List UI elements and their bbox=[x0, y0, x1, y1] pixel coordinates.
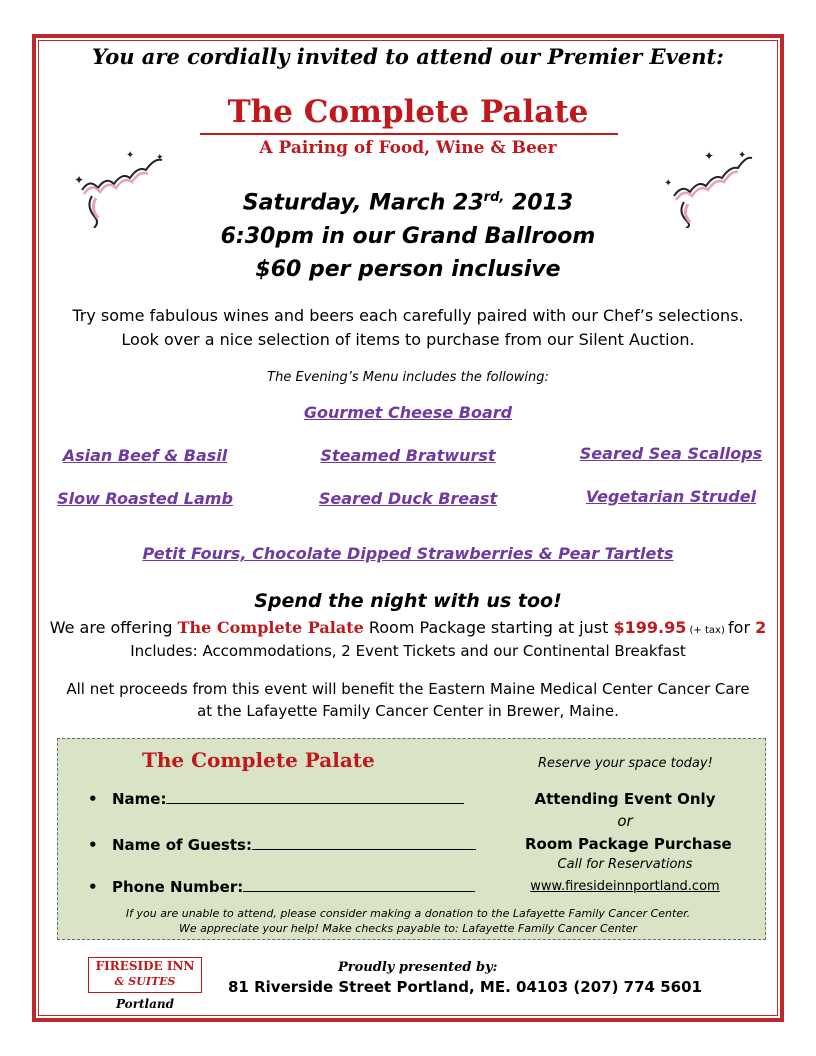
menu-item: Vegetarian Strudel bbox=[585, 487, 757, 506]
donation-note-2: We appreciate your help! Make checks payable to: Lafayette Family Cancer Center bbox=[178, 922, 638, 935]
guests-input-line[interactable] bbox=[252, 836, 476, 850]
proceeds-line-2: at the Lafayette Family Cancer Center in Brewer, Maine. bbox=[197, 702, 619, 720]
invitation-line: You are cordially invited to attend our Premier Event: bbox=[92, 44, 724, 69]
phone-field[interactable]: • Phone Number: bbox=[88, 878, 475, 896]
svg-text:✦: ✦ bbox=[704, 149, 715, 163]
svg-text:✦: ✦ bbox=[74, 173, 85, 187]
registration-title: The Complete Palate bbox=[142, 748, 375, 772]
presented-by: Proudly presented by: bbox=[338, 960, 498, 975]
svg-text:✦: ✦ bbox=[156, 153, 164, 163]
event-time-place: 6:30pm in our Grand Ballroom bbox=[220, 224, 596, 249]
guests-field[interactable]: • Name of Guests: bbox=[88, 836, 476, 854]
menu-item-dessert: Petit Fours, Chocolate Dipped Strawberries & Pear Tartlets bbox=[142, 544, 674, 563]
event-date: Saturday, March $23^{rd,}$ 2013 bbox=[242, 190, 574, 216]
option-room-package: Room Package Purchase bbox=[525, 835, 732, 853]
option-or: or bbox=[617, 812, 633, 830]
menu-item: Slow Roasted Lamb bbox=[57, 489, 233, 508]
fireside-logo bbox=[88, 957, 202, 1015]
svg-text:✦: ✦ bbox=[738, 150, 747, 161]
donation-note-1: If you are unable to attend, please consider making a donation to the Lafayette Family Cancer Center. bbox=[125, 907, 691, 920]
logo-line-1: FIRESIDE INN bbox=[95, 959, 195, 973]
reserve-prompt: Reserve your space today! bbox=[538, 756, 713, 771]
logo-line-2: & SUITES bbox=[114, 975, 176, 988]
stay-headline: Spend the night with us too! bbox=[254, 590, 562, 612]
package-includes: Includes: Accommodations, 2 Event Tickets and our Continental Breakfast bbox=[130, 642, 686, 660]
svg-text:✦: ✦ bbox=[664, 178, 673, 189]
menu-item-top: Gourmet Cheese Board bbox=[303, 403, 513, 422]
intro-line-1: Try some fabulous wines and beers each carefully paired with our Chef’s selections. bbox=[72, 306, 744, 325]
event-price: $60 per person inclusive bbox=[255, 257, 561, 282]
streamer-left-icon bbox=[72, 148, 172, 228]
option-attending: Attending Event Only bbox=[534, 790, 716, 808]
address-line: 81 Riverside Street Portland, ME. 04103 (207) 774 5601 bbox=[228, 978, 702, 996]
streamer-right-icon bbox=[660, 146, 760, 228]
call-for-reservations: Call for Reservations bbox=[557, 857, 693, 872]
website-link[interactable]: www.firesideinnportland.com bbox=[530, 879, 720, 894]
logo-line-3: Portland bbox=[115, 997, 175, 1011]
name-input-line[interactable] bbox=[166, 790, 464, 804]
proceeds-line-1: All net proceeds from this event will benefit the Eastern Maine Medical Center Cancer Care bbox=[66, 680, 750, 698]
menu-item: Seared Sea Scallops bbox=[579, 444, 763, 463]
menu-item: Seared Duck Breast bbox=[318, 489, 498, 508]
event-title: The Complete Palate bbox=[227, 94, 589, 130]
title-underline bbox=[200, 133, 618, 135]
menu-item: Asian Beef & Basil bbox=[62, 446, 228, 465]
menu-item: Steamed Bratwurst bbox=[320, 446, 496, 465]
name-field[interactable]: • Name: bbox=[88, 790, 464, 808]
svg-text:✦: ✦ bbox=[126, 150, 135, 161]
intro-line-2: Look over a nice selection of items to purchase from our Silent Auction. bbox=[121, 330, 695, 349]
menu-intro: The Evening’s Menu includes the following: bbox=[267, 370, 549, 385]
room-offer: We are offering The Complete Palate Room Package starting at just $199.95 (+ tax) for 2 bbox=[49, 618, 767, 637]
event-subtitle: A Pairing of Food, Wine & Beer bbox=[259, 138, 557, 158]
phone-input-line[interactable] bbox=[243, 878, 475, 892]
